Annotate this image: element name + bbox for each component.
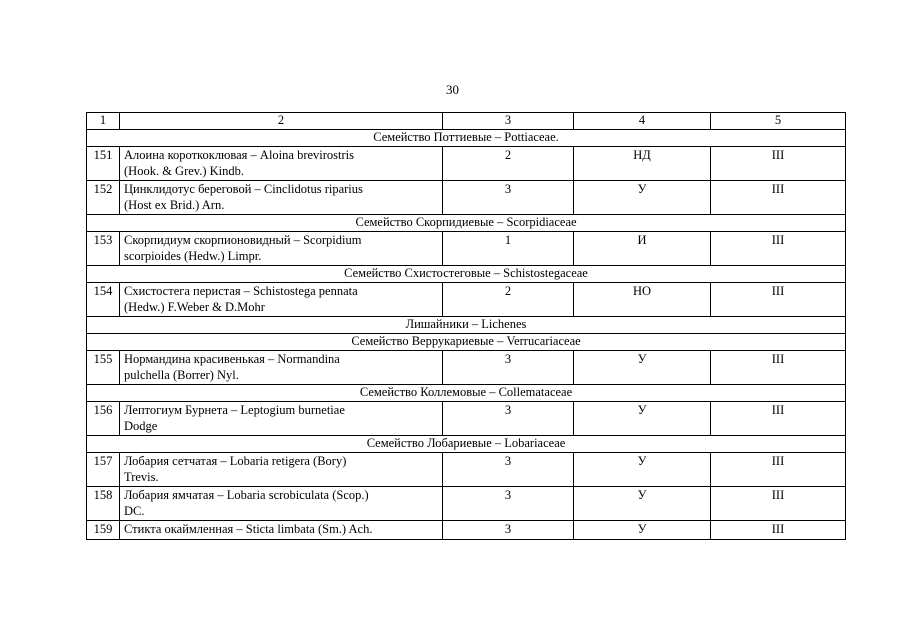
species-name [120,402,443,436]
section-heading: Семейство Схистостеговые – Schistostegaceae [87,266,846,283]
species-name-line: Скорпидиум скорпионовидный – Scorpidium [124,233,362,247]
species-name-line: (Hook. & Grev.) Kindb. [124,163,245,178]
column-5-value: III [711,181,846,215]
column-4-value: НД [574,147,711,181]
column-header: 2 [120,113,443,130]
column-5-value: III [711,351,846,385]
species-name-line: Лобария сетчатая – Lobaria retigera (Bory) [124,454,347,468]
column-3-value: 3 [443,453,574,487]
species-name-line: scorpioides (Hedw.) Limpr. [124,248,262,263]
table-row [87,181,846,215]
row-number: 153 [87,232,120,266]
row-number: 151 [87,147,120,181]
species-name-line: Trevis. [124,469,159,484]
column-4-value: У [574,351,711,385]
species-name-line: Стикта окаймленная – Sticta limbata (Sm.) Ach. [124,522,373,536]
section-heading: Семейство Лобариевые – Lobariaceae [87,436,846,453]
column-4-value: У [574,521,711,540]
row-number: 159 [87,521,120,540]
row-number: 158 [87,487,120,521]
species-name [120,232,443,266]
column-4-value: У [574,181,711,215]
row-number: 156 [87,402,120,436]
table-row [87,232,846,266]
species-name [120,181,443,215]
column-3-value: 2 [443,147,574,181]
page-number: 30 [446,82,459,97]
species-name-line: Лобария ямчатая – Lobaria scrobiculata (Scop.) [124,488,369,502]
species-name-line: pulchella (Borrer) Nyl. [124,367,239,382]
species-name [120,351,443,385]
column-4-value: И [574,232,711,266]
section-heading: Семейство Коллемовые – Collemataceae [87,385,846,402]
species-name-line: (Hedw.) F.Weber & D.Mohr [124,299,265,314]
column-header: 3 [443,113,574,130]
section-heading: Семейство Поттиевые – Pottiaceae. [87,130,846,147]
column-3-value: 3 [443,402,574,436]
row-number: 152 [87,181,120,215]
table-row [87,521,846,540]
table-row [87,487,846,521]
column-5-value: III [711,521,846,540]
species-name-line: Цинклидотус береговой – Cinclidotus riparius [124,182,363,196]
table-header-row [87,113,846,130]
species-name-line: Лептогиум Бурнета – Leptogium burnetiae [124,403,345,417]
section-heading: Семейство Скорпидиевые – Scorpidiaceae [87,215,846,232]
section-heading-row [87,317,846,334]
column-header: 1 [87,113,120,130]
column-4-value: У [574,487,711,521]
column-5-value: III [711,232,846,266]
section-heading-row [87,334,846,351]
species-name-line: Алоина короткоклювая – Aloina brevirostris [124,148,355,162]
column-header: 4 [574,113,711,130]
species-name [120,147,443,181]
species-name-line: DC. [124,503,145,518]
row-number: 155 [87,351,120,385]
column-5-value: III [711,453,846,487]
section-heading-row [87,436,846,453]
column-3-value: 3 [443,521,574,540]
species-name-line: (Host ex Brid.) Arn. [124,197,225,212]
column-3-value: 3 [443,181,574,215]
species-name-line: Схистостега перистая – Schistostega pennata [124,284,358,298]
table-row [87,283,846,317]
column-3-value: 3 [443,351,574,385]
table-row [87,402,846,436]
column-4-value: НО [574,283,711,317]
column-header: 5 [711,113,846,130]
species-name [120,283,443,317]
row-number: 157 [87,453,120,487]
column-4-value: У [574,453,711,487]
table-row [87,453,846,487]
section-heading-row [87,385,846,402]
species-table [86,112,846,540]
column-5-value: III [711,487,846,521]
column-4-value: У [574,402,711,436]
species-name [120,487,443,521]
column-5-value: III [711,402,846,436]
column-5-value: III [711,283,846,317]
section-heading-row [87,215,846,232]
section-heading: Семейство Веррукариевые – Verrucariaceae [87,334,846,351]
species-name-line: Нормандина красивенькая – Normandina [124,352,340,366]
species-name [120,521,443,540]
section-heading-row [87,266,846,283]
species-name-line: Dodge [124,418,158,433]
species-name [120,453,443,487]
column-5-value: III [711,147,846,181]
column-3-value: 1 [443,232,574,266]
row-number: 154 [87,283,120,317]
table-body [87,130,846,540]
section-heading-row [87,130,846,147]
column-3-value: 2 [443,283,574,317]
section-heading: Лишайники – Lichenes [87,317,846,334]
table-row [87,147,846,181]
table-row [87,351,846,385]
column-3-value: 3 [443,487,574,521]
